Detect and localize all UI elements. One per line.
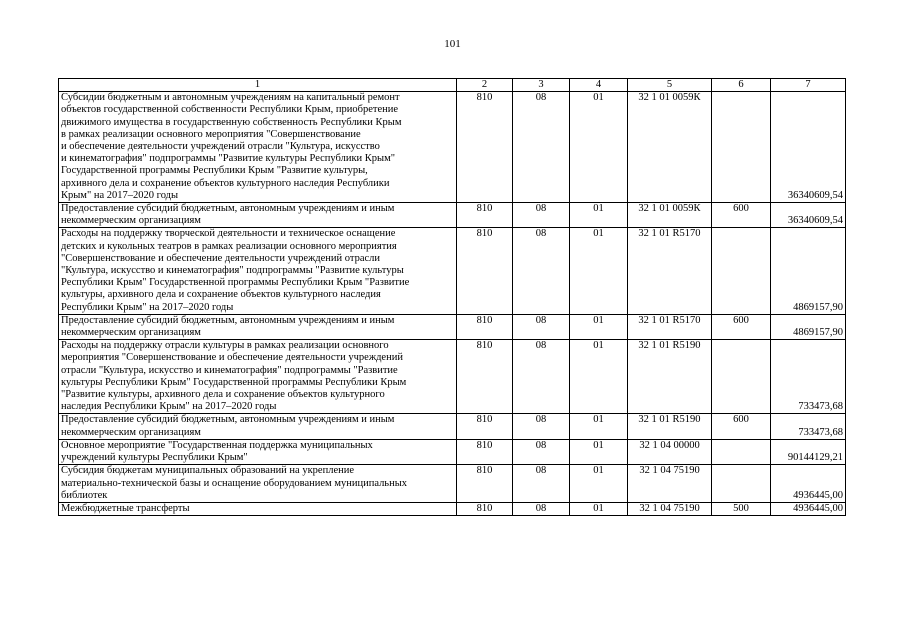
page-number: 101: [444, 38, 461, 50]
column-header-7: 7: [771, 79, 846, 92]
row-csr-code: 32 1 01 R5190: [628, 340, 712, 414]
row-sum: 36340609,54: [771, 203, 846, 228]
row-gr-code: 810: [457, 92, 513, 203]
row-sum: 4936445,00: [771, 465, 846, 503]
row-sum: 733473,68: [771, 414, 846, 439]
row-gr-code: 810: [457, 314, 513, 339]
row-pr-code: 01: [570, 92, 628, 203]
table-row: [59, 92, 846, 203]
row-sum: 4869157,90: [771, 314, 846, 339]
row-vr-code: [712, 92, 771, 203]
row-vr-code: 600: [712, 314, 771, 339]
column-header-6: 6: [712, 79, 771, 92]
table-row: [59, 502, 846, 515]
row-pr-code: 01: [570, 439, 628, 464]
column-header-1: 1: [59, 79, 457, 92]
row-vr-code: [712, 228, 771, 314]
table-row: [59, 439, 846, 464]
row-sum: 4936445,00: [771, 502, 846, 515]
column-header-3: 3: [513, 79, 570, 92]
table-row: [59, 465, 846, 503]
table-header-row: [59, 79, 846, 92]
table-row: [59, 414, 846, 439]
row-sum: 4869157,90: [771, 228, 846, 314]
row-rz-code: 08: [513, 340, 570, 414]
row-pr-code: 01: [570, 314, 628, 339]
row-pr-code: 01: [570, 228, 628, 314]
row-name: Субсидия бюджетам муниципальных образований на укрепление материально-технической базы и оснащение оборудованием муниципальных библиотек: [59, 465, 457, 503]
row-csr-code: 32 1 01 R5170: [628, 228, 712, 314]
row-rz-code: 08: [513, 439, 570, 464]
row-name: Расходы на поддержку отрасли культуры в рамках реализации основного мероприятия "Совершенствование и обеспечение деятельности учреждений отрасли "Культура, искусство и кинематография" подпрограммы "Развитие культуры Республики Крым" Государственной программы Республики Крым "Развитие культуры, архивного дела и сохранение объектов культурного наследия Республики Крым" на 2017–2020 годы: [59, 340, 457, 414]
row-rz-code: 08: [513, 502, 570, 515]
row-pr-code: 01: [570, 203, 628, 228]
row-name: Основное мероприятие "Государственная поддержка муниципальных учреждений культуры Республики Крым": [59, 439, 457, 464]
column-header-4: 4: [570, 79, 628, 92]
row-gr-code: 810: [457, 502, 513, 515]
row-rz-code: 08: [513, 92, 570, 203]
row-name: Предоставление субсидий бюджетным, автономным учреждениям и иным некоммерческим организациям: [59, 314, 457, 339]
row-csr-code: 32 1 01 R5190: [628, 414, 712, 439]
row-gr-code: 810: [457, 414, 513, 439]
row-gr-code: 810: [457, 465, 513, 503]
row-csr-code: 32 1 01 0059К: [628, 92, 712, 203]
row-pr-code: 01: [570, 502, 628, 515]
row-vr-code: 600: [712, 203, 771, 228]
row-rz-code: 08: [513, 228, 570, 314]
row-name: Расходы на поддержку творческой деятельности и техническое оснащение детских и кукольных театров в рамках реализации основного мероприятия "Совершенствование и обеспечение деятельности учреждений отрасли "Культура, искусство и кинематография" подпрограммы "Развитие культуры Республики Крым" Государственной программы Республики Крым "Развитие культуры, архивного дела и сохранение объектов культурного наследия Республики Крым" на 2017–2020 годы: [59, 228, 457, 314]
row-name: Предоставление субсидий бюджетным, автономным учреждениям и иным некоммерческим организациям: [59, 203, 457, 228]
column-header-5: 5: [628, 79, 712, 92]
row-sum: 36340609,54: [771, 92, 846, 203]
row-vr-code: [712, 465, 771, 503]
row-vr-code: [712, 340, 771, 414]
row-sum: 90144129,21: [771, 439, 846, 464]
row-csr-code: 32 1 01 R5170: [628, 314, 712, 339]
row-vr-code: [712, 439, 771, 464]
table-row: [59, 340, 846, 414]
row-rz-code: 08: [513, 314, 570, 339]
row-name: Предоставление субсидий бюджетным, автономным учреждениям и иным некоммерческим организациям: [59, 414, 457, 439]
table-row: [59, 203, 846, 228]
row-pr-code: 01: [570, 340, 628, 414]
row-gr-code: 810: [457, 203, 513, 228]
row-csr-code: 32 1 04 75190: [628, 502, 712, 515]
row-rz-code: 08: [513, 414, 570, 439]
table-row: [59, 314, 846, 339]
column-header-2: 2: [457, 79, 513, 92]
row-csr-code: 32 1 04 75190: [628, 465, 712, 503]
row-gr-code: 810: [457, 439, 513, 464]
row-csr-code: 32 1 04 00000: [628, 439, 712, 464]
row-gr-code: 810: [457, 340, 513, 414]
row-rz-code: 08: [513, 465, 570, 503]
row-name: Межбюджетные трансферты: [59, 502, 457, 515]
row-pr-code: 01: [570, 414, 628, 439]
budget-table: [58, 78, 846, 516]
row-gr-code: 810: [457, 228, 513, 314]
table-row: [59, 228, 846, 314]
row-csr-code: 32 1 01 0059К: [628, 203, 712, 228]
row-rz-code: 08: [513, 203, 570, 228]
row-name: Субсидии бюджетным и автономным учреждениям на капитальный ремонт объектов государственной собственности Республики Крым, приобретение движимого имущества в государственную собственность Республики Крым в рамках реализации основного мероприятия "Совершенствование и обеспечение деятельности учреждений отрасли "Культура, искусство и кинематография" подпрограммы "Развитие культуры Республики Крым" Государственной программы Республики Крым "Развитие культуры, архивного дела и сохранение объектов культурного наследия Республики Крым" на 2017–2020 годы: [59, 92, 457, 203]
row-vr-code: 500: [712, 502, 771, 515]
row-pr-code: 01: [570, 465, 628, 503]
row-vr-code: 600: [712, 414, 771, 439]
row-sum: 733473,68: [771, 340, 846, 414]
